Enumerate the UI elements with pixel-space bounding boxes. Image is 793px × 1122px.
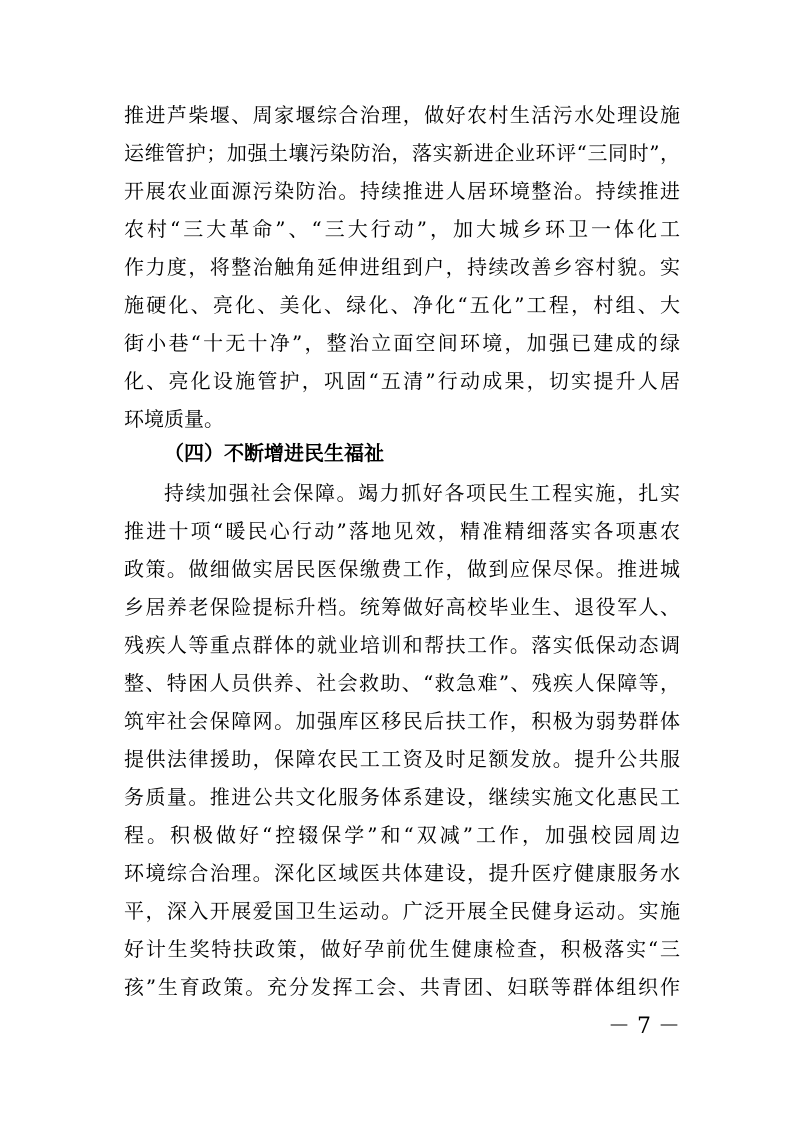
- paragraph-line: 环境质量。: [124, 407, 224, 431]
- paragraph-line: 作力度，将整治触角延伸进组到户，持续改善乡容村貌。实: [124, 255, 680, 279]
- paragraph-line: 孩”生育政策。充分发挥工会、共青团、妇联等群体组织作: [124, 975, 680, 999]
- paragraph-line: 整、特困人员供养、社会救助、“救急难”、残疾人保障等，: [124, 671, 680, 695]
- paragraph-line: 环境综合治理。深化区域医共体建设，提升医疗健康服务水: [124, 861, 680, 885]
- paragraph-line: 提供法律援助，保障农民工工资及时足额发放。提升公共服: [124, 747, 680, 771]
- section-heading: （四）不断增进民生福祉: [164, 441, 384, 465]
- page-number: － 7 －: [608, 1014, 680, 1039]
- paragraph-line: 运维管护；加强土壤污染防治，落实新进企业环评“三同时”，: [124, 141, 680, 165]
- paragraph-line: 程。积极做好“控辍保学”和“双减”工作，加强校园周边: [124, 823, 680, 847]
- paragraph-line: 好计生奖特扶政策，做好孕前优生健康检查，积极落实“三: [124, 937, 680, 961]
- paragraph-line: 政策。做细做实居民医保缴费工作，做到应保尽保。推进城: [124, 557, 680, 581]
- paragraph-line: 残疾人等重点群体的就业培训和帮扶工作。落实低保动态调: [124, 633, 680, 657]
- paragraph-line: 持续加强社会保障。竭力抓好各项民生工程实施，扎实: [164, 481, 680, 505]
- paragraph-line: 开展农业面源污染防治。持续推进人居环境整治。持续推进: [124, 179, 680, 203]
- paragraph-line: 化、亮化设施管护，巩固“五清”行动成果，切实提升人居: [124, 369, 680, 393]
- paragraph-line: 平，深入开展爱国卫生运动。广泛开展全民健身运动。实施: [124, 899, 680, 923]
- paragraph-line: 农村“三大革命”、“三大行动”，加大城乡环卫一体化工: [124, 217, 680, 241]
- paragraph-line: 施硬化、亮化、美化、绿化、净化“五化”工程，村组、大: [124, 293, 680, 317]
- paragraph-line: 推进十项“暖民心行动”落地见效，精准精细落实各项惠农: [124, 519, 680, 543]
- paragraph-line: 乡居养老保险提标升档。统筹做好高校毕业生、退役军人、: [124, 595, 680, 619]
- paragraph-line: 推进芦柴堰、周家堰综合治理，做好农村生活污水处理设施: [124, 103, 680, 127]
- paragraph-line: 街小巷“十无十净”，整治立面空间环境，加强已建成的绿: [124, 331, 680, 355]
- paragraph-line: 务质量。推进公共文化服务体系建设，继续实施文化惠民工: [124, 785, 680, 809]
- paragraph-line: 筑牢社会保障网。加强库区移民后扶工作，积极为弱势群体: [124, 709, 680, 733]
